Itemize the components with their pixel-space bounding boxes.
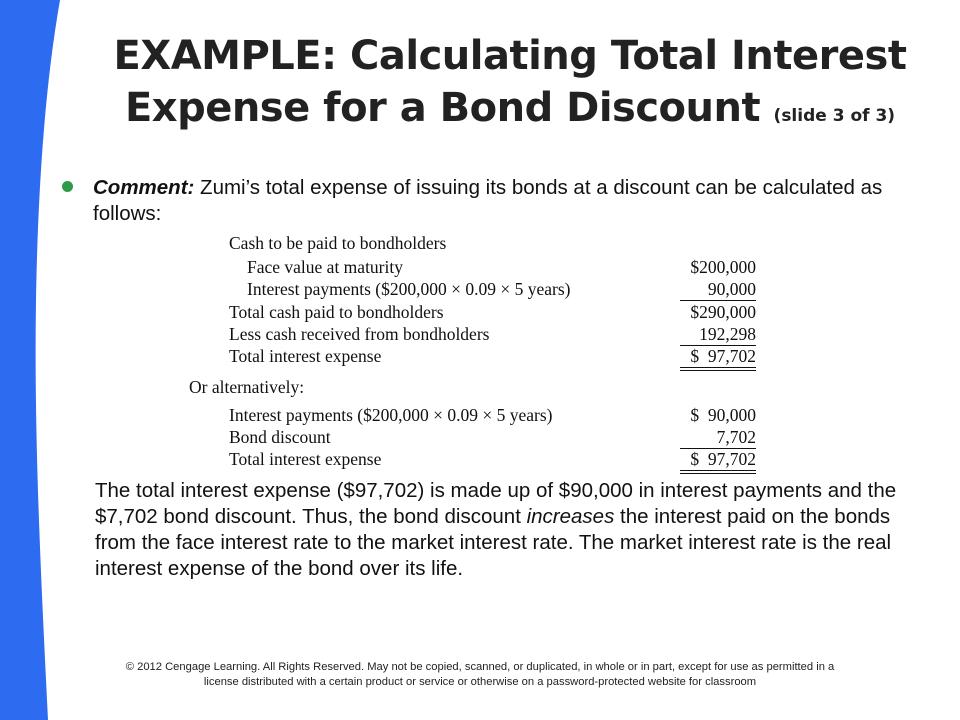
comment-text: Zumi’s total expense of issuing its bonds at a discount can be calculated as follows: (93, 176, 883, 225)
total-cash-paid-amount: $290,000 (690, 302, 756, 322)
total-cash-paid-label: Total cash paid to bondholders (229, 302, 444, 322)
copyright-footer (40, 660, 920, 690)
alt-total-interest-label: Total interest expense (229, 449, 382, 469)
slide-number-note: (slide 3 of 3) (773, 106, 896, 126)
less-cash-received-label: Less cash received from bondholders (229, 324, 490, 344)
less-cash-received-amount: 192,298 (699, 324, 756, 344)
ledger-heading: Cash to be paid to bondholders (229, 233, 447, 253)
alt-interest-payments-label: Interest payments ($200,000 × 0.09 × 5 years) (229, 405, 553, 425)
footer-line-1: © 2012 Cengage Learning. All Rights Reserved. May not be copied, scanned, or duplicated, in whole or in part, except for use as permitted in a (125, 661, 835, 673)
alt-interest-payments-amount: $ 90,000 (690, 405, 756, 425)
bond-discount-label: Bond discount (229, 427, 331, 447)
double-rule-bottom (680, 473, 756, 474)
total-interest-amount: $ 97,702 (690, 346, 756, 366)
subtotal-rule (680, 300, 756, 301)
interest-payments-amount: 90,000 (707, 279, 756, 299)
paragraph-text-2: the interest paid on the bonds from the face interest rate to the market interest rate. The market interest rate is the real interest expense of the bond over its life. (95, 505, 892, 580)
double-rule-bottom (680, 370, 756, 371)
explanation-paragraph (95, 478, 925, 582)
alt-total-interest-amount: $ 97,702 (690, 449, 756, 469)
comment-label: Comment: (93, 176, 195, 199)
interest-payments-label: Interest payments ($200,000 × 0.09 × 5 years) (247, 279, 571, 299)
face-value-label: Face value at maturity (247, 257, 403, 277)
paragraph-emphasis: increases (526, 505, 615, 528)
title-line-1: EXAMPLE: Calculating Total Interest (113, 33, 907, 79)
bond-discount-amount: 7,702 (716, 427, 756, 447)
title-line-2-text: Expense for a Bond Discount (124, 85, 761, 131)
paragraph-text-1: The total interest expense ($97,702) is made up of $90,000 in interest payments and the $7,702 bond discount. Thus, the bond discount (95, 479, 897, 528)
double-rule-top (680, 470, 756, 471)
footer-line-2: license distributed with a certain product or service or otherwise on a password-protected website for classroom (203, 676, 757, 688)
double-rule-top (680, 367, 756, 368)
alternative-heading: Or alternatively: (189, 377, 305, 397)
face-value-amount: $200,000 (690, 257, 756, 277)
total-interest-label: Total interest expense (229, 346, 382, 366)
